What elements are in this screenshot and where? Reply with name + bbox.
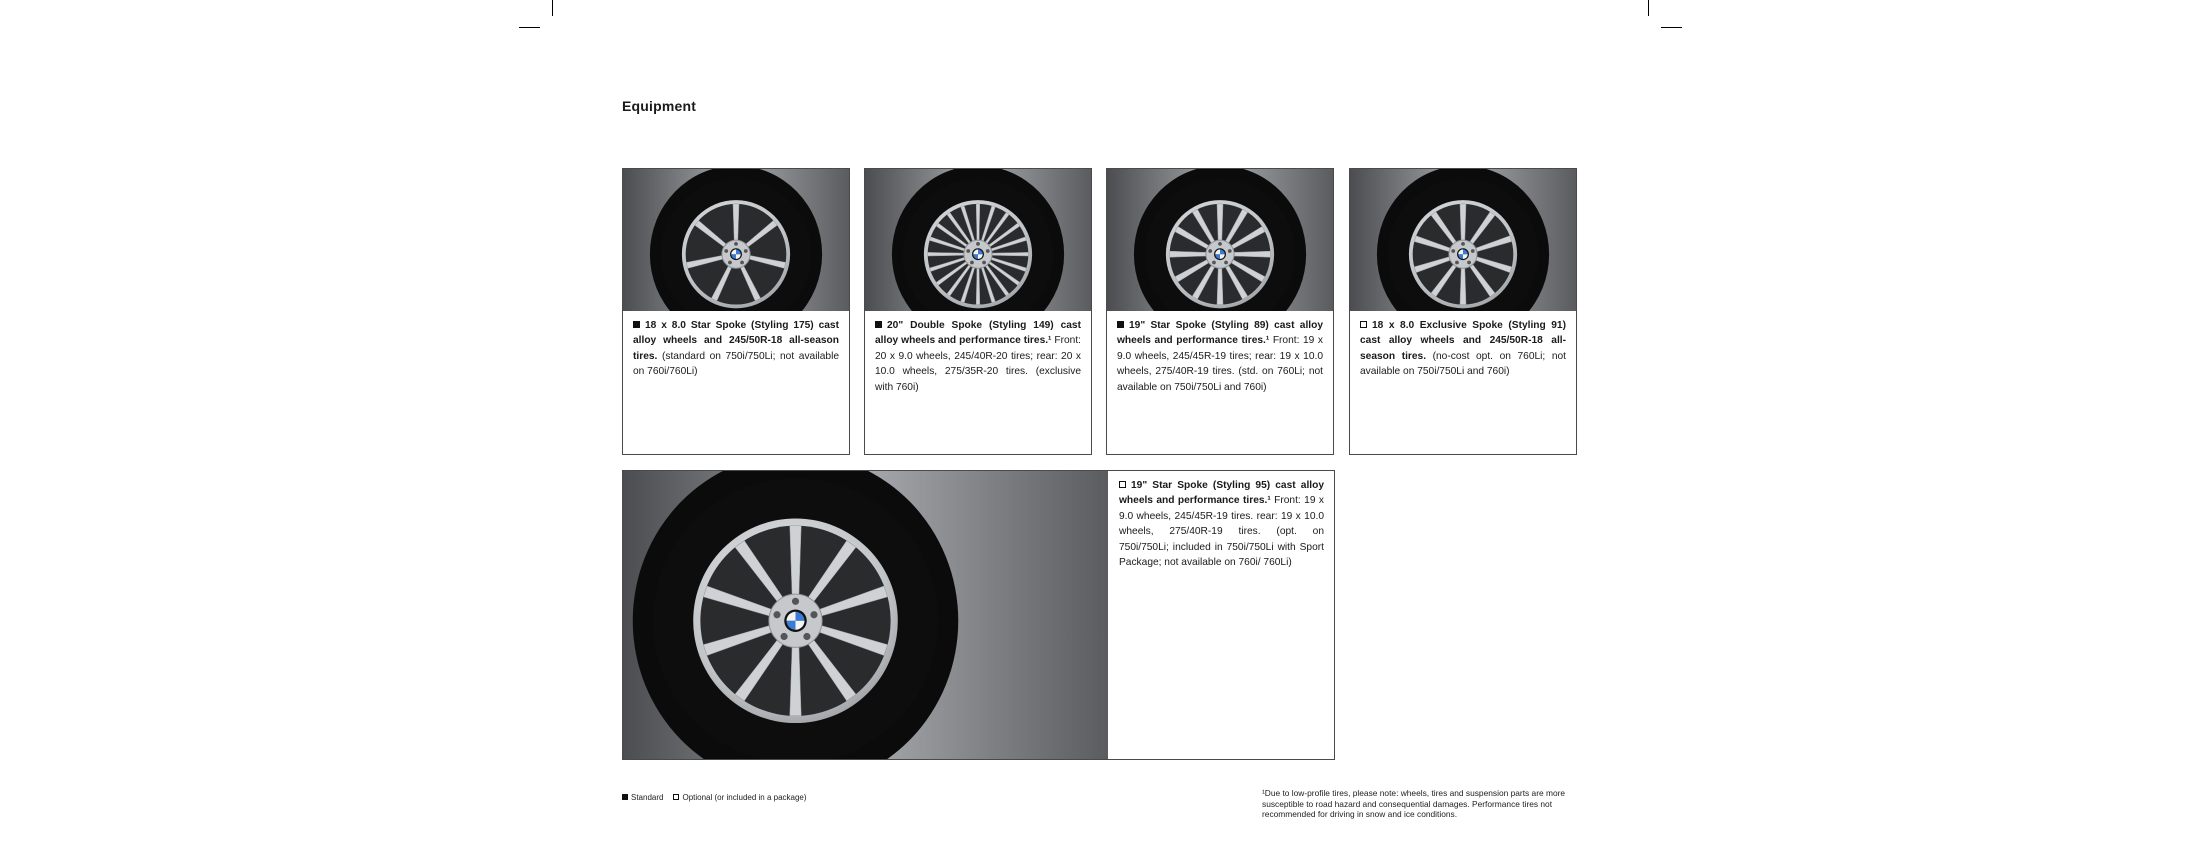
wheel-description [633,318,839,380]
wheel-photo [865,169,1091,311]
wheel-description [1117,318,1323,395]
wheel-image [1107,169,1333,311]
wheel-image [623,169,849,311]
wheel-detail: Front: 20 x 9.0 wheels, 245/40R-20 tires; rear: 20 x 10.0 wheels, 275/35R-20 tires. (exclusive with 760i) [875,335,1081,393]
legend-optional [673,793,806,802]
optional-marker-icon [673,794,679,800]
wheel-card-styling-89 [1106,168,1334,455]
wheel-card-styling-95 [622,470,1335,760]
standard-marker-icon [633,321,640,328]
wheel-description [875,318,1081,395]
legend-optional-label: Optional (or included in a package) [682,793,807,802]
wheel-title: 18 x 8.0 Exclusive Spoke (Styling 91) cast alloy wheels and 245/50R-18 all-season tires. [1360,320,1566,362]
crop-mark [1648,0,1649,16]
optional-marker-icon [1360,321,1367,328]
wheel-detail: (no-cost opt. on 760Li; not available on 750i/750Li and 760i) [1360,350,1566,378]
legend-standard [622,793,663,802]
legend-standard-label: Standard [631,793,664,802]
wheel-description [1119,478,1324,570]
wheel-detail: (standard on 750i/750Li; not available on 760i/760Li) [633,350,839,378]
wheel-photo [1107,169,1333,311]
wheel-title: 20" Double Spoke (Styling 149) cast alloy wheels and performance tires.¹ [875,320,1081,347]
wheel-title: 18 x 8.0 Star Spoke (Styling 175) cast alloy wheels and 245/50R-18 all-season tires. [633,320,839,362]
optional-marker-icon [1119,481,1126,488]
wheel-photo [623,169,849,311]
wheel-detail: Front: 19 x 9.0 wheels, 245/45R-19 tires. rear: 19 x 10.0 wheels, 275/40R-19 tires. (opt. on 750i/750Li; included in 750i/750Li with Sport Package; not available on 760i/ 760Li) [1119,495,1324,569]
wheel-photo [1350,169,1576,311]
standard-marker-icon [622,794,628,800]
wheel-photo-large [623,471,1108,759]
wheel-image [623,471,1108,759]
wheel-card-styling-175 [622,168,850,455]
wheel-card-styling-149 [864,168,1092,455]
wheel-detail: Front: 19 x 9.0 wheels, 245/45R-19 tires; rear: 19 x 10.0 wheels, 275/40R-19 tires. (std. on 760Li; not available on 750i/750Li and 760i) [1117,335,1323,393]
wheel-description [1360,318,1566,380]
legend [622,793,807,802]
standard-marker-icon [875,321,882,328]
wheel-image [1350,169,1576,311]
wheel-title: 19" Star Spoke (Styling 89) cast alloy wheels and performance tires.¹ [1117,320,1323,347]
footnote: ¹Due to low-profile tires, please note: wheels, tires and suspension parts are more susceptible to road hazard and consequential damages. Performance tires not recommended for driving in snow and ice conditions. [1262,788,1566,820]
crop-mark [552,0,553,16]
standard-marker-icon [1117,321,1124,328]
wheel-image [865,169,1091,311]
crop-mark [1661,27,1682,28]
crop-mark [519,27,540,28]
wheel-card-styling-91 [1349,168,1577,455]
wheel-title: 19" Star Spoke (Styling 95) cast alloy wheels and performance tires.¹ [1119,480,1324,507]
page-title: Equipment [622,98,697,114]
